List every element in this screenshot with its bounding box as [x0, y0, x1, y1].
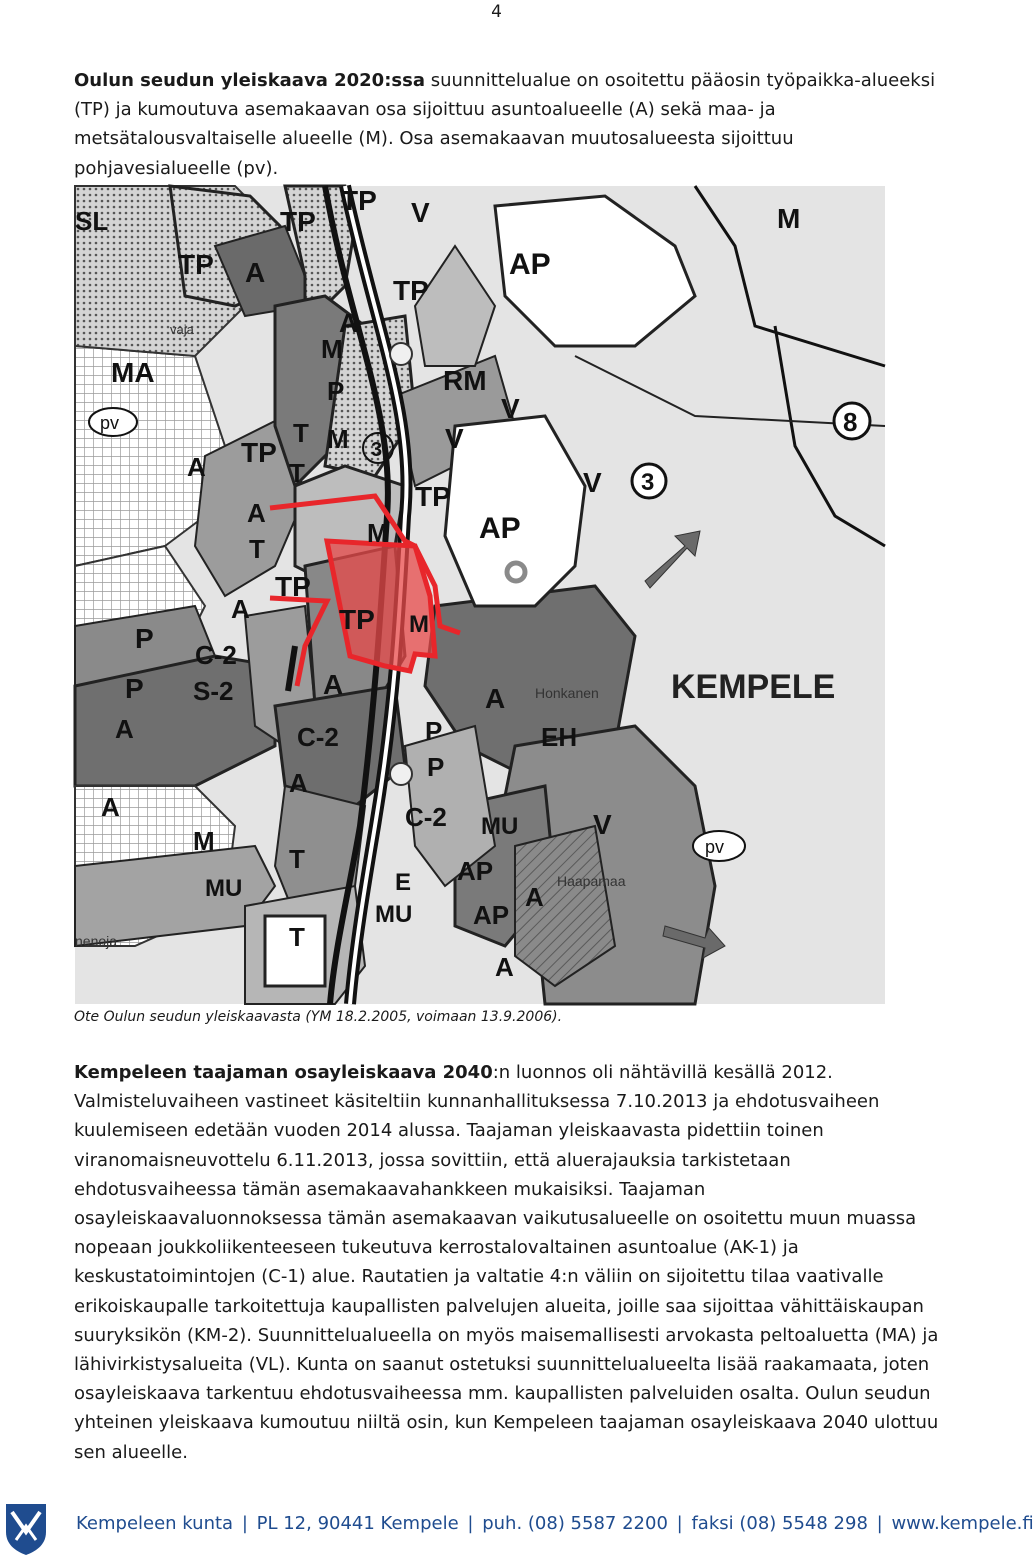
map-label-m4: M — [367, 518, 389, 548]
map-label-eh: EH — [541, 722, 578, 752]
coat-of-arms-logo — [4, 1502, 48, 1556]
map-label-ma: MA — [111, 357, 155, 388]
map-caption: Ote Oulun seudun yleiskaavasta (YM 18.2.2005, voimaan 13.9.2006). — [74, 1009, 563, 1025]
map-label-m2: M — [321, 334, 343, 364]
map-label-a8: A — [115, 714, 134, 744]
map-label-a7: A — [485, 683, 506, 714]
map-label-road8: 8 — [843, 407, 858, 437]
map-label-e: E — [395, 869, 412, 896]
footer-separator: | — [467, 1513, 474, 1534]
map-label-pv1: pv — [100, 413, 120, 433]
map-label-tp2: TP — [280, 206, 316, 237]
map-label-tp4: TP — [393, 275, 429, 306]
map-label-c2b: C-2 — [297, 722, 339, 752]
map-label-m5: M — [409, 611, 429, 638]
footer-web-link[interactable]: www.kempele.fi — [891, 1513, 1034, 1534]
map-label-tp6: TP — [415, 481, 451, 512]
map-label-vaja: vaja — [170, 322, 194, 337]
map-label-t4: T — [289, 844, 305, 874]
map-label-p1: P — [327, 376, 345, 406]
map-label-a11: A — [525, 882, 544, 912]
intro-paragraph — [74, 66, 942, 183]
map-label-m6: M — [193, 826, 215, 856]
map-label-t5: T — [289, 922, 305, 952]
map-label-p5: P — [427, 752, 445, 782]
body-bold: Kempeleen taajaman osayleiskaava 2040 — [74, 1062, 493, 1083]
footer-fax: faksi (08) 5548 298 — [691, 1513, 868, 1534]
footer-separator: | — [676, 1513, 683, 1534]
map-label-tp3: TP — [341, 185, 377, 216]
map-label-m1: M — [777, 203, 801, 234]
map-label-honkanen: Honkanen — [535, 685, 599, 701]
map-label-ap4: AP — [473, 900, 510, 930]
footer-contact — [76, 1513, 1034, 1534]
map-label-ap2: AP — [479, 512, 521, 545]
body-text: :n luonnos oli nähtävillä kesällä 2012. Valmisteluvaiheen vastineet käsiteltiin kunnanhallituksessa 7.10.2013 ja ehdotusvaiheen kuulemiseen edetään vuoden 2014 alussa. Taajaman yleiskaavasta pidettiin toinen viranomaisneuvottelu 6.11.2013, jossa sovittiin, että aluerajauksia tarkistetaan ehdotusvaiheessa tämän asemakaavahankkeen mukaisiksi. Taajaman osayleiskaavaluonnoksessa tämän asemakaavan vaikutusalueelle on osoitettu muun muassa nopeaan joukkoliikenteeseen tukeutuva kerrostalovaltainen asuntoalue (AK-1) ja keskustatoimintojen (C-1) alue. Rautatien ja valtatie 4:n väliin on sijoitettu tilaa vaativalle erikoiskaupalle tarkoitettuja kaupallisten palvelujen alueita, joille saa sijoittaa vähittäiskaupan suuryksikön (KM-2). Suunnittelualueella on myös maisemallisesti arvokasta peltoaluetta (MA) ja lähivirkistysalueita (VL). Kunta on saanut ostetuksi suunnittelualueelta lisää raakamaata, joten osayleiskaava tarkentuu ehdotusvaiheessa mm. kaupallisten palveluiden osalta. Oulun seudun yhteinen yleiskaava kumoutuu niiltä osin, kun Kempeleen taajaman osayleiskaava 2040 ulottuu sen alueelle. — [74, 1062, 939, 1463]
footer — [0, 1498, 1034, 1560]
map-label-p4: P — [425, 716, 443, 746]
map-label-v4: V — [583, 467, 602, 498]
master-plan-map — [75, 186, 885, 1004]
map-label-road3a: 3 — [641, 469, 655, 496]
map-label-mu2: MU — [205, 875, 243, 902]
map-label-pv2: pv — [705, 837, 725, 857]
map-label-m3: M — [327, 424, 349, 454]
map-label-c2c: C-2 — [405, 802, 447, 832]
map-label-a6: A — [323, 669, 344, 700]
footer-separator: | — [876, 1513, 883, 1534]
intro-bold: Oulun seudun yleiskaava 2020:ssa — [74, 70, 425, 91]
map-label-tp7: TP — [275, 571, 311, 602]
map-label-kempele: KEMPELE — [671, 668, 836, 706]
map-label-tp8: TP — [339, 604, 375, 635]
footer-phone: puh. (08) 5587 2200 — [482, 1513, 668, 1534]
map-label-ap3: AP — [457, 856, 494, 886]
map-label-a1: A — [245, 257, 266, 288]
map-label-v1: V — [411, 197, 430, 228]
map-label-road3b: 3 — [371, 439, 383, 461]
map-label-p3: P — [125, 673, 144, 704]
map-label-a10: A — [289, 768, 308, 798]
map-label-t3: T — [249, 534, 265, 564]
map-label-a9: A — [101, 792, 120, 822]
footer-separator: | — [241, 1513, 248, 1534]
map-label-tp1: TP — [178, 249, 214, 280]
map-label-ap1: AP — [509, 248, 551, 281]
map-label-mu1: MU — [481, 813, 519, 840]
map-label-v5: V — [593, 809, 612, 840]
map-label-mu3: MU — [375, 901, 413, 928]
map-label-v2: V — [501, 393, 520, 424]
map-label-p2: P — [135, 623, 154, 654]
map-label-haapamaa: Haapamaa — [557, 873, 626, 889]
intro-text: suunnittelualue on osoitettu pääosin työpaikka-alueeksi (TP) ja kumoutuva asemakaavan osa sijoittuu asuntoalueelle (A) sekä maa- ja metsätalousvaltaiselle alueelle (M). Osa asemakaavan muutosalueesta sijoittuu pohjavesialueelle (pv). — [74, 70, 936, 179]
map-label-c2a: C-2 — [195, 640, 237, 670]
map-label-a5: A — [231, 594, 250, 624]
map-label-t2: T — [289, 458, 305, 488]
page-number: 4 — [491, 2, 502, 22]
map-label-v3: V — [445, 423, 464, 454]
map-label-a2: A — [339, 308, 358, 338]
map-label-a3: A — [187, 452, 206, 482]
map-label-tp5: TP — [241, 437, 277, 468]
body-paragraph — [74, 1058, 942, 1467]
map-label-sl: SL — [75, 206, 109, 236]
map-label-a12: A — [495, 952, 514, 982]
map-label-nenoja: nenoja — [75, 933, 118, 949]
map-label-rm: RM — [443, 365, 487, 396]
map-label-t1: T — [293, 418, 309, 448]
footer-address: PL 12, 90441 Kempele — [256, 1513, 459, 1534]
map-label-a4: A — [247, 498, 266, 528]
map-label-s2: S-2 — [193, 676, 234, 706]
footer-org: Kempeleen kunta — [76, 1513, 234, 1534]
